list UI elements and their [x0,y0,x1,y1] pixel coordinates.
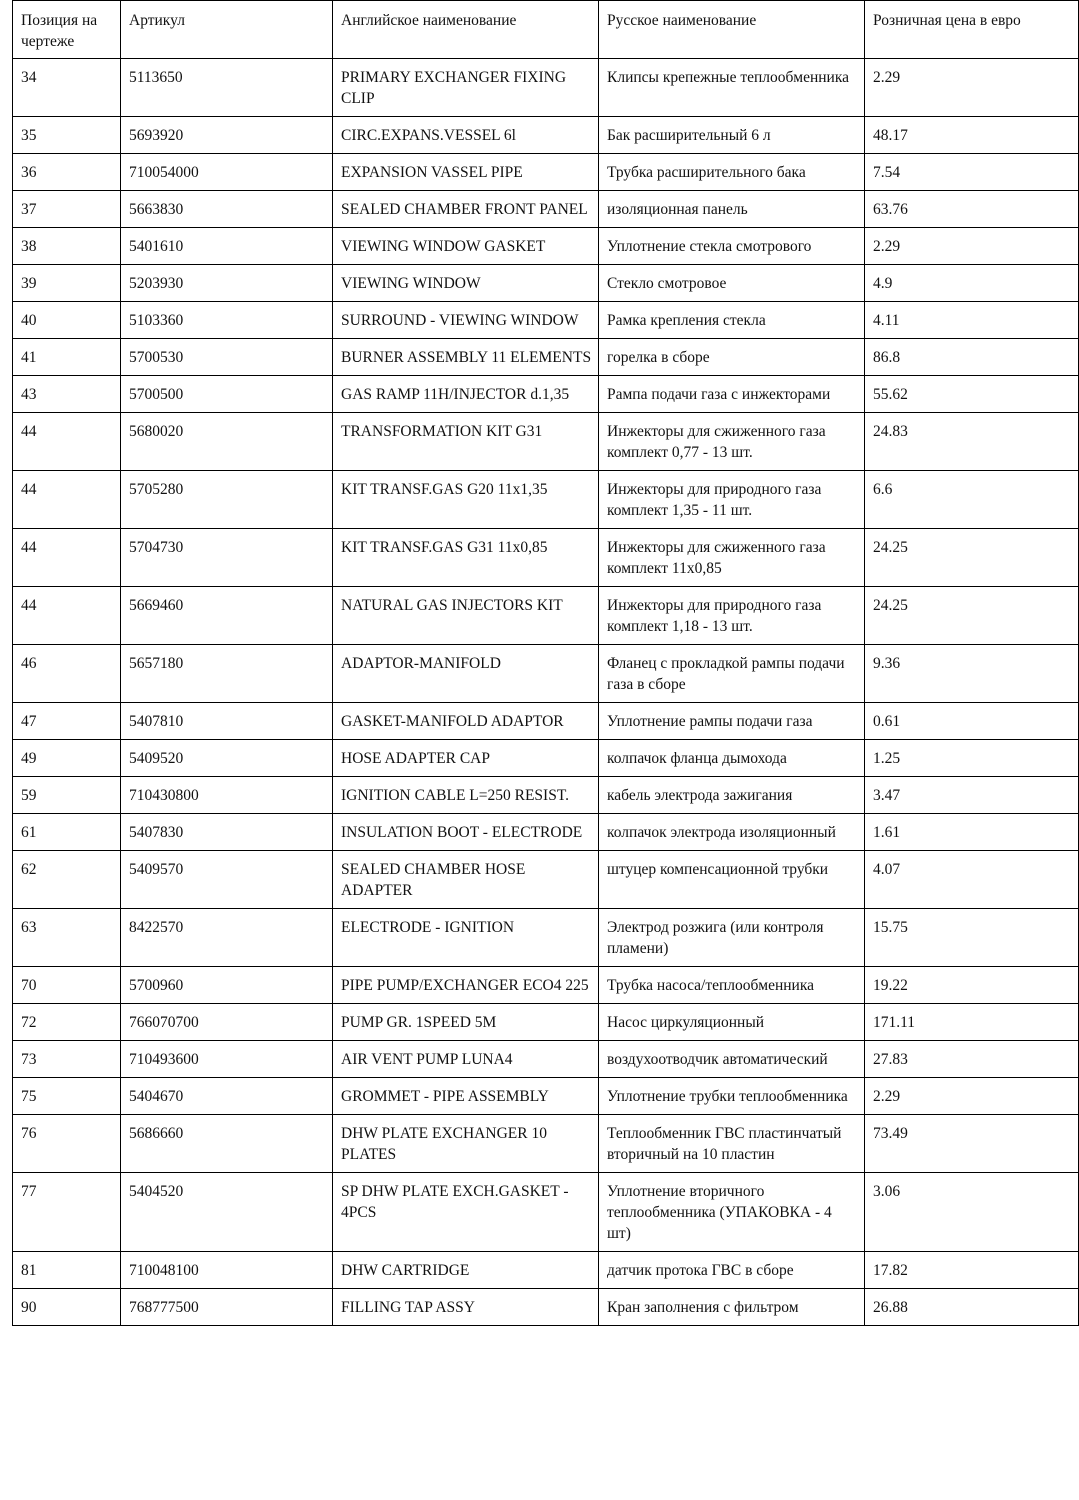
cell-position: 76 [13,1115,121,1173]
cell-russian-name: горелка в сборе [599,339,865,376]
cell-price: 24.83 [865,413,1079,471]
cell-article: 766070700 [121,1004,333,1041]
cell-russian-name: Теплообменник ГВС пластинчатый вторичный на 10 пластин [599,1115,865,1173]
cell-price: 15.75 [865,909,1079,967]
cell-english-name: KIT TRANSF.GAS G31 11x0,85 [333,529,599,587]
cell-price: 24.25 [865,529,1079,587]
table-row [13,1173,1079,1252]
table-body [13,59,1079,1326]
cell-russian-name: Фланец с прокладкой рампы подачи газа в сборе [599,645,865,703]
table-row [13,1289,1079,1326]
cell-price: 2.29 [865,228,1079,265]
cell-position: 47 [13,703,121,740]
cell-russian-name: Трубка расширительного бака [599,154,865,191]
cell-english-name: EXPANSION VASSEL PIPE [333,154,599,191]
cell-position: 37 [13,191,121,228]
cell-english-name: AIR VENT PUMP LUNA4 [333,1041,599,1078]
header-english-name: Английское наименование [333,1,599,59]
cell-russian-name: Насос циркуляционный [599,1004,865,1041]
cell-russian-name: Уплотнение стекла смотрового [599,228,865,265]
cell-russian-name: Клипсы крепежные теплообменника [599,59,865,117]
cell-position: 61 [13,814,121,851]
cell-article: 5700500 [121,376,333,413]
cell-position: 75 [13,1078,121,1115]
table-row [13,529,1079,587]
cell-price: 1.25 [865,740,1079,777]
cell-price: 3.06 [865,1173,1079,1252]
header-russian-name: Русское наименование [599,1,865,59]
cell-article: 5657180 [121,645,333,703]
table-row [13,967,1079,1004]
cell-position: 46 [13,645,121,703]
table-row [13,909,1079,967]
cell-article: 5409570 [121,851,333,909]
table-row [13,471,1079,529]
cell-russian-name: Инжекторы для природного газа комплект 1,35 - 11 шт. [599,471,865,529]
cell-position: 36 [13,154,121,191]
cell-price: 3.47 [865,777,1079,814]
header-position: Позиция на чертеже [13,1,121,59]
cell-article: 710054000 [121,154,333,191]
cell-article: 5663830 [121,191,333,228]
cell-position: 62 [13,851,121,909]
cell-english-name: ELECTRODE - IGNITION [333,909,599,967]
cell-position: 44 [13,529,121,587]
cell-english-name: PRIMARY EXCHANGER FIXING CLIP [333,59,599,117]
header-row [13,1,1079,59]
cell-english-name: TRANSFORMATION KIT G31 [333,413,599,471]
cell-english-name: SURROUND - VIEWING WINDOW [333,302,599,339]
cell-russian-name: штуцер компенсационной трубки [599,851,865,909]
cell-english-name: VIEWING WINDOW GASKET [333,228,599,265]
cell-price: 2.29 [865,1078,1079,1115]
cell-price: 1.61 [865,814,1079,851]
cell-position: 35 [13,117,121,154]
cell-price: 27.83 [865,1041,1079,1078]
cell-price: 86.8 [865,339,1079,376]
cell-english-name: BURNER ASSEMBLY 11 ELEMENTS [333,339,599,376]
cell-price: 4.11 [865,302,1079,339]
header-price: Розничная цена в евро [865,1,1079,59]
cell-position: 72 [13,1004,121,1041]
table-row [13,740,1079,777]
cell-article: 5113650 [121,59,333,117]
cell-position: 81 [13,1252,121,1289]
cell-english-name: ADAPTOR-MANIFOLD [333,645,599,703]
cell-position: 73 [13,1041,121,1078]
cell-russian-name: колпачок электрода изоляционный [599,814,865,851]
cell-russian-name: колпачок фланца дымохода [599,740,865,777]
cell-english-name: GAS RAMP 11H/INJECTOR d.1,35 [333,376,599,413]
table-row [13,587,1079,645]
cell-russian-name: Рампа подачи газа с инжекторами [599,376,865,413]
cell-price: 26.88 [865,1289,1079,1326]
cell-price: 4.9 [865,265,1079,302]
cell-price: 6.6 [865,471,1079,529]
cell-article: 5700530 [121,339,333,376]
cell-article: 5704730 [121,529,333,587]
cell-article: 710430800 [121,777,333,814]
cell-article: 768777500 [121,1289,333,1326]
table-row [13,265,1079,302]
cell-english-name: PUMP GR. 1SPEED 5M [333,1004,599,1041]
cell-russian-name: кабель электрода зажигания [599,777,865,814]
cell-article: 5407810 [121,703,333,740]
cell-position: 44 [13,587,121,645]
parts-price-table [12,0,1079,1326]
cell-price: 4.07 [865,851,1079,909]
table-row [13,302,1079,339]
cell-english-name: DHW PLATE EXCHANGER 10 PLATES [333,1115,599,1173]
table-row [13,1004,1079,1041]
cell-position: 70 [13,967,121,1004]
cell-russian-name: датчик протока ГВС в сборе [599,1252,865,1289]
cell-russian-name: Инжекторы для сжиженного газа комплект 11х0,85 [599,529,865,587]
table-row [13,703,1079,740]
cell-price: 2.29 [865,59,1079,117]
cell-position: 44 [13,413,121,471]
cell-position: 34 [13,59,121,117]
cell-price: 19.22 [865,967,1079,1004]
table-row [13,59,1079,117]
cell-english-name: FILLING TAP ASSY [333,1289,599,1326]
cell-article: 5693920 [121,117,333,154]
cell-russian-name: изоляционная панель [599,191,865,228]
cell-english-name: DHW CARTRIDGE [333,1252,599,1289]
cell-russian-name: Уплотнение вторичного теплообменника (УПАКОВКА - 4 шт) [599,1173,865,1252]
table-row [13,1041,1079,1078]
cell-russian-name: Инжекторы для сжиженного газа комплект 0,77 - 13 шт. [599,413,865,471]
cell-price: 63.76 [865,191,1079,228]
cell-english-name: HOSE ADAPTER CAP [333,740,599,777]
table-row [13,851,1079,909]
cell-russian-name: Кран заполнения с фильтром [599,1289,865,1326]
cell-price: 171.11 [865,1004,1079,1041]
cell-position: 41 [13,339,121,376]
cell-article: 5669460 [121,587,333,645]
cell-price: 0.61 [865,703,1079,740]
cell-position: 44 [13,471,121,529]
table-row [13,228,1079,265]
table-row [13,1115,1079,1173]
cell-article: 5401610 [121,228,333,265]
cell-russian-name: воздухоотводчик автоматический [599,1041,865,1078]
cell-english-name: NATURAL GAS INJECTORS KIT [333,587,599,645]
cell-russian-name: Уплотнение рампы подачи газа [599,703,865,740]
table-row [13,645,1079,703]
table-row [13,1252,1079,1289]
cell-price: 55.62 [865,376,1079,413]
header-article: Артикул [121,1,333,59]
cell-english-name: IGNITION CABLE L=250 RESIST. [333,777,599,814]
cell-russian-name: Стекло смотровое [599,265,865,302]
cell-article: 5404520 [121,1173,333,1252]
cell-position: 59 [13,777,121,814]
cell-price: 73.49 [865,1115,1079,1173]
table-row [13,154,1079,191]
cell-price: 48.17 [865,117,1079,154]
cell-english-name: INSULATION BOOT - ELECTRODE [333,814,599,851]
cell-article: 5705280 [121,471,333,529]
cell-english-name: SEALED CHAMBER FRONT PANEL [333,191,599,228]
table-row [13,777,1079,814]
cell-russian-name: Бак расширительный 6 л [599,117,865,154]
cell-price: 17.82 [865,1252,1079,1289]
cell-english-name: GASKET-MANIFOLD ADAPTOR [333,703,599,740]
cell-article: 5407830 [121,814,333,851]
cell-position: 39 [13,265,121,302]
cell-russian-name: Инжекторы для природного газа комплект 1,18 - 13 шт. [599,587,865,645]
cell-russian-name: Трубка насоса/теплообменника [599,967,865,1004]
cell-article: 710493600 [121,1041,333,1078]
cell-english-name: KIT TRANSF.GAS G20 11x1,35 [333,471,599,529]
table-row [13,191,1079,228]
table-row [13,339,1079,376]
cell-article: 5680020 [121,413,333,471]
cell-russian-name: Рамка крепления стекла [599,302,865,339]
cell-article: 8422570 [121,909,333,967]
table-row [13,117,1079,154]
cell-article: 5700960 [121,967,333,1004]
cell-price: 9.36 [865,645,1079,703]
cell-english-name: SEALED CHAMBER HOSE ADAPTER [333,851,599,909]
cell-article: 5103360 [121,302,333,339]
cell-article: 5404670 [121,1078,333,1115]
cell-position: 49 [13,740,121,777]
cell-english-name: SP DHW PLATE EXCH.GASKET - 4PCS [333,1173,599,1252]
table-row [13,1078,1079,1115]
cell-position: 77 [13,1173,121,1252]
cell-english-name: VIEWING WINDOW [333,265,599,302]
cell-position: 38 [13,228,121,265]
table-row [13,376,1079,413]
cell-article: 5203930 [121,265,333,302]
cell-article: 5409520 [121,740,333,777]
cell-position: 43 [13,376,121,413]
cell-russian-name: Электрод розжига (или контроля пламени) [599,909,865,967]
cell-english-name: CIRC.EXPANS.VESSEL 6l [333,117,599,154]
cell-article: 710048100 [121,1252,333,1289]
cell-position: 90 [13,1289,121,1326]
cell-russian-name: Уплотнение трубки теплообменника [599,1078,865,1115]
table-row [13,814,1079,851]
table-row [13,413,1079,471]
cell-english-name: GROMMET - PIPE ASSEMBLY [333,1078,599,1115]
cell-position: 63 [13,909,121,967]
cell-article: 5686660 [121,1115,333,1173]
cell-price: 24.25 [865,587,1079,645]
cell-english-name: PIPE PUMP/EXCHANGER ECO4 225 [333,967,599,1004]
cell-price: 7.54 [865,154,1079,191]
cell-position: 40 [13,302,121,339]
